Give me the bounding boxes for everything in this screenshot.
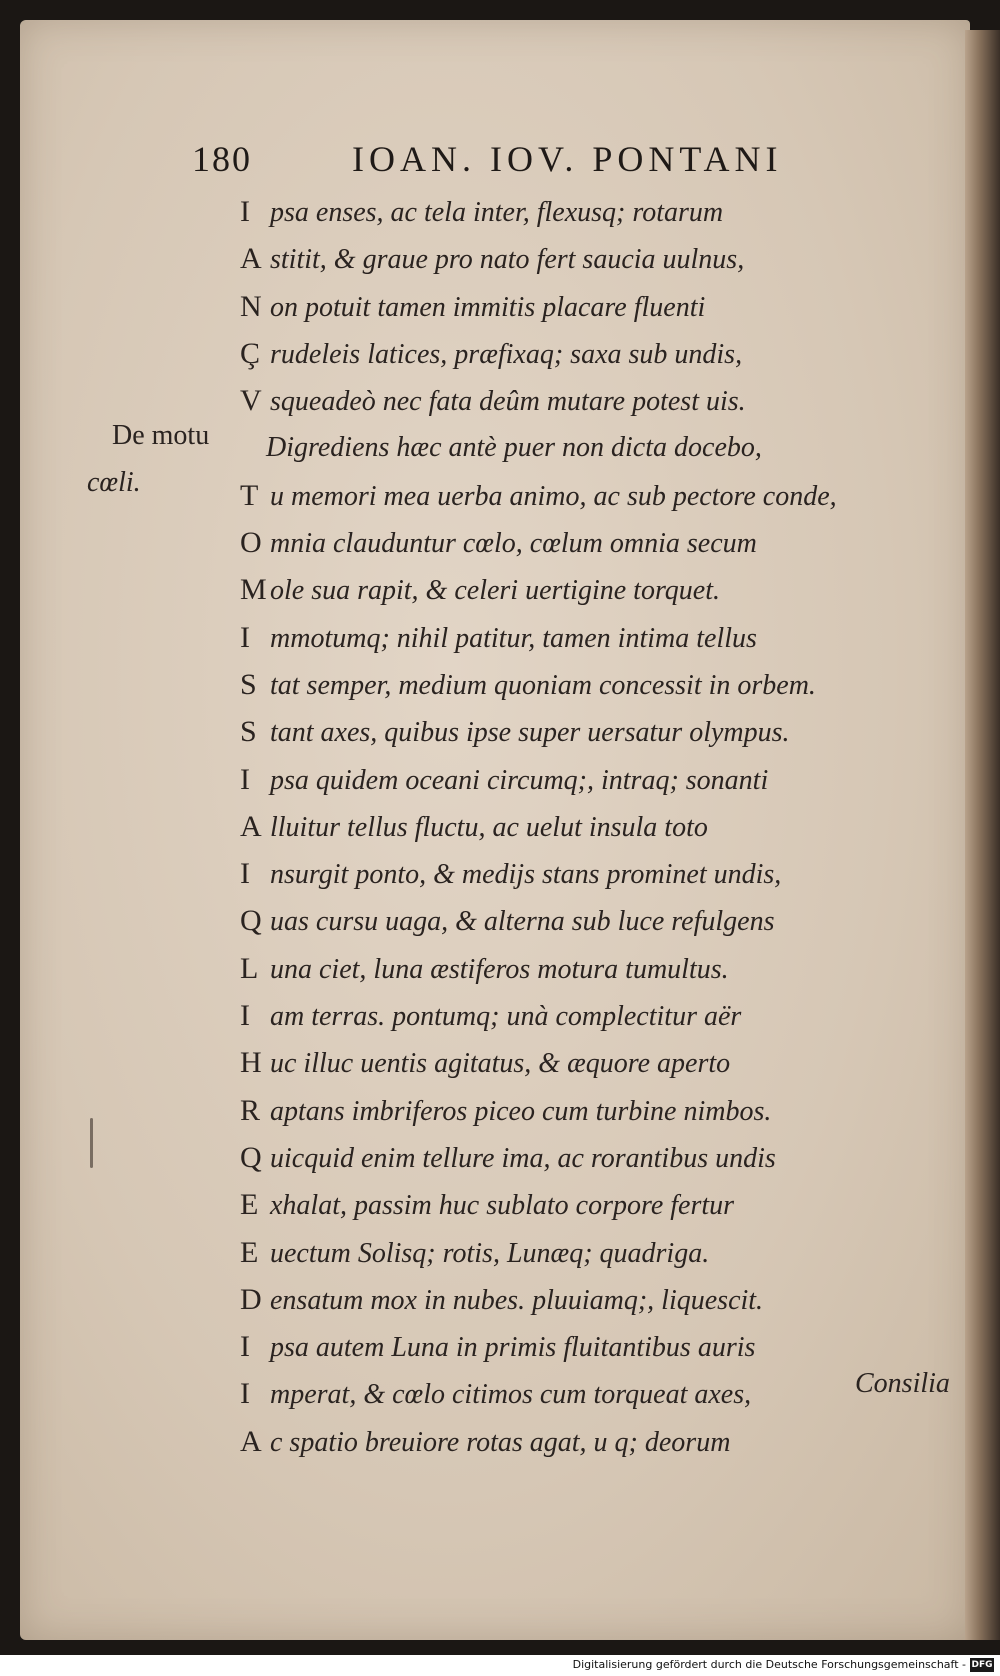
- verse-line: [240, 850, 960, 897]
- marginal-note: [87, 412, 210, 506]
- verse-line: [240, 708, 960, 755]
- verse-line: [240, 1181, 960, 1228]
- verse-line: [240, 424, 960, 471]
- verse-line: [240, 756, 960, 803]
- verse-initial: E: [240, 1235, 259, 1269]
- verse-line: [240, 377, 960, 424]
- verse-text: tat semper, medium quoniam concessit in orbem.: [270, 669, 816, 701]
- verse-line: [240, 235, 960, 282]
- verse-text: ole sua rapit, & celeri uertigine torquet.: [270, 575, 721, 607]
- verse-text: psa autem Luna in primis fluitantibus auris: [270, 1332, 756, 1364]
- verse-line: [240, 945, 960, 992]
- verse-initial: Q: [240, 904, 262, 938]
- verse-text: uicquid enim tellure ima, ac rorantibus undis: [270, 1142, 776, 1174]
- verse-line: [240, 1323, 960, 1370]
- verse-initial: A: [240, 1424, 262, 1458]
- verse-text: am terras. pontumq; unà complectitur aër: [270, 1001, 742, 1033]
- verse-initial: L: [240, 951, 259, 985]
- verse-initial: I: [240, 1330, 250, 1364]
- verse-initial: R: [240, 1093, 261, 1127]
- verse-line: [240, 472, 960, 519]
- running-title: IOAN. IOV. PONTANI: [352, 139, 783, 179]
- marginal-note-line: De motu: [112, 420, 210, 451]
- verse-line: [240, 897, 960, 944]
- verse-line: [240, 1418, 960, 1465]
- verse-line: [240, 992, 960, 1039]
- footer-credit: Digitalisierung gefördert durch die Deutsche Forschungsgemeinschaft -: [572, 1658, 966, 1671]
- verse-line: [240, 188, 960, 235]
- verse-initial: H: [240, 1046, 262, 1080]
- verse-line: [240, 1134, 960, 1181]
- verse-text: c spatio breuiore rotas agat, u q; deorum: [270, 1426, 731, 1458]
- verse-text: uas cursu uaga, & alterna sub luce refulgens: [270, 906, 775, 938]
- verse-line: [240, 519, 960, 566]
- verse-text: on potuit tamen immitis placare fluenti: [270, 291, 706, 323]
- verse-text: uectum Solisq; rotis, Lunæq; quadriga.: [270, 1237, 710, 1269]
- verse-text: mnia clauduntur cœlo, cœlum omnia secum: [270, 528, 757, 560]
- verse-text: xhalat, passim huc sublato corpore fertur: [270, 1190, 735, 1222]
- page-edge: [965, 30, 1000, 1640]
- verse-line: [240, 330, 960, 377]
- verse-line: [240, 566, 960, 613]
- marginal-note-line: cœli.: [87, 467, 141, 498]
- verse-text: u memori mea uerba animo, ac sub pectore conde,: [270, 480, 837, 512]
- verse-line: [240, 283, 960, 330]
- verse-line: [240, 1229, 960, 1276]
- verse-initial: Q: [240, 1140, 262, 1174]
- verse-text: stitit, & graue pro nato fert saucia uulnus,: [270, 244, 745, 276]
- verse-initial: I: [240, 1377, 250, 1411]
- verse-line: [240, 1087, 960, 1134]
- page-number: 180: [192, 139, 252, 179]
- verse-text: rudeleis latices, præfixaq; saxa sub undis,: [270, 338, 743, 370]
- verse-text: tant axes, quibus ipse super uersatur olympus.: [270, 717, 790, 749]
- verse-text: psa enses, ac tela inter, flexusq; rotarum: [270, 197, 724, 228]
- verse-text: mmotumq; nihil patitur, tamen intima tellus: [270, 622, 757, 654]
- verse-initial: O: [240, 526, 262, 560]
- verse-text: una ciet, luna æstiferos motura tumultus.: [270, 953, 729, 985]
- verse-initial: I: [240, 762, 250, 796]
- verse-text: lluitur tellus fluctu, ac uelut insula toto: [270, 811, 708, 843]
- footer-bar: [0, 1655, 1000, 1676]
- verse-text: Digrediens hæc antè puer non dicta docebo,: [266, 432, 762, 464]
- verse-text: psa quidem oceani circumq;, intraq; sonanti: [270, 764, 769, 796]
- verse-initial: V: [240, 384, 262, 418]
- dfg-logo: DFG: [971, 1660, 993, 1670]
- verse-initial: T: [240, 478, 259, 512]
- verse-text: aptans imbriferos piceo cum turbine nimbos.: [270, 1095, 772, 1127]
- verse-text: mperat, & cœlo citimos cum torqueat axes,: [270, 1379, 752, 1411]
- verse-initial: I: [240, 620, 250, 654]
- verse-initial: D: [240, 1282, 262, 1316]
- verse-text: uc illuc uentis agitatus, & æquore aperto: [270, 1048, 731, 1080]
- verse-text: nsurgit ponto, & medijs stans prominet undis,: [270, 859, 782, 891]
- verse-line: [240, 1370, 960, 1417]
- verse-initial: A: [240, 809, 262, 843]
- catchword: Consilia: [855, 1368, 950, 1399]
- verse-initial: Ç: [240, 336, 261, 370]
- verse-line: [240, 803, 960, 850]
- verse-block: [240, 188, 960, 1465]
- verse-line: [240, 1276, 960, 1323]
- verse-initial: I: [240, 857, 250, 891]
- margin-mark: [90, 1118, 93, 1168]
- verse-initial: M: [240, 573, 267, 607]
- verse-line: [240, 614, 960, 661]
- verse-text: ensatum mox in nubes. pluuiamq;, liquescit.: [270, 1284, 764, 1316]
- verse-initial: E: [240, 1188, 259, 1222]
- verse-initial: I: [240, 999, 250, 1033]
- verse-initial: S: [240, 715, 257, 749]
- verse-initial: A: [240, 242, 262, 276]
- verse-initial: S: [240, 667, 257, 701]
- verse-line: [240, 1039, 960, 1086]
- verse-initial: N: [240, 289, 262, 323]
- verse-initial: I: [240, 195, 250, 228]
- verse-text: squeadeò nec fata deûm mutare potest uis.: [270, 386, 746, 418]
- verse-line: [240, 661, 960, 708]
